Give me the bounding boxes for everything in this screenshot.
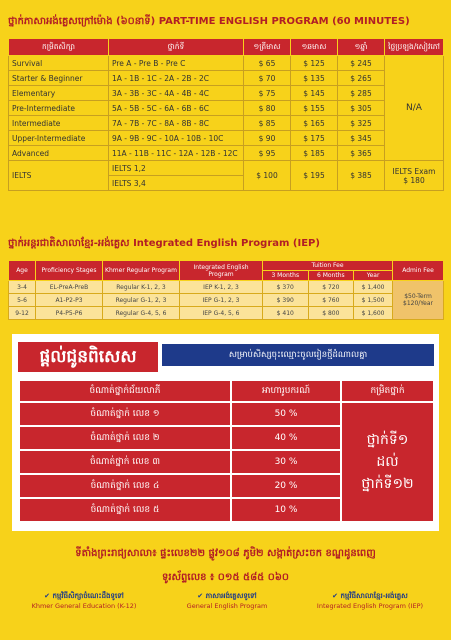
cell-semester: $ 125 [291,56,338,71]
cell-grades: Pre A - Pre B - Pre C [109,56,244,71]
admin-term: $50-Term [404,293,432,300]
col-stage: Proficiency Stages [36,261,103,281]
cell-term: $ 80 [244,101,291,116]
cell-khmer: Regular K-1, 2, 3 [103,281,180,294]
badge-k12 [14,592,154,610]
cell-rank: ចំណាត់ថ្នាក់ លេខ ១ [19,402,231,426]
cell-pct: 20 % [231,474,341,498]
cell-rank: ចំណាត់ថ្នាក់ លេខ ៤ [19,474,231,498]
badge-kh: កម្មវិធីសិក្សាចំណេះដឹងទូទៅ [52,592,124,600]
cell-semester: $ 195 [291,161,338,191]
cell-stage: EL-PreA-PreB [36,281,103,294]
cell-3months: $ 370 [263,281,309,294]
cell-stage: A1-P2-P3 [36,294,103,307]
program-badges [14,592,440,610]
cell-3months: $ 390 [263,294,309,307]
table-row [9,101,444,116]
table-row [9,71,444,86]
table-header-row [9,39,444,56]
iep-title [8,236,320,251]
cell-year: $ 345 [338,131,385,146]
cell-pct: 40 % [231,426,341,450]
cell-year: $ 325 [338,116,385,131]
badge-en: Khmer General Education (K-12) [31,602,137,610]
cell-3months: $ 410 [263,307,309,320]
cell-age: 5-6 [9,294,36,307]
table-row [9,307,444,320]
badge-general-english [157,592,297,610]
col-level: កម្រិតសិក្សា [9,39,109,56]
cell-grades: IELTS 1,2 [109,161,244,176]
promo-banner: សម្រាប់សិស្សចុះឈ្មោះចូលរៀនថ្មីដំណាលគ្នា [162,344,434,366]
part-time-title-kh: ថ្នាក់ភាសាអង់គ្លេសក្រៅម៉ោង (៦០នាទី) [8,16,156,27]
table-row [9,86,444,101]
cell-semester: $ 175 [291,131,338,146]
grade-to: ថ្នាក់ទី១២ [361,476,414,492]
cell-year: $ 1,600 [354,307,393,320]
check-icon: ✔ [197,592,204,600]
cell-level: Upper-Intermediate [9,131,109,146]
table-row [9,116,444,131]
cell-term: $ 90 [244,131,291,146]
cell-year: $ 365 [338,146,385,161]
col-age: Age [9,261,36,281]
ielts-exam-fee: $ 180 [403,175,425,185]
cell-level: Advanced [9,146,109,161]
cell-term: $ 100 [244,161,291,191]
cell-6months: $ 760 [308,294,354,307]
scholarship-panel [12,334,439,531]
cell-grades: 11A - 11B - 11C - 12A - 12B - 12C [109,146,244,161]
cell-grades: 1A - 1B - 1C - 2A - 2B - 2C [109,71,244,86]
badge-en: General English Program [186,602,268,610]
cell-grades: 5A - 5B - 5C - 6A - 6B - 6C [109,101,244,116]
col-admin: Admin Fee [393,261,444,281]
check-icon: ✔ [332,592,339,600]
col-scholarship: អាហារូបករណ៍ [231,380,341,402]
cell-term: $ 70 [244,71,291,86]
col-semester: ១ឆមាស [291,39,338,56]
table-row [9,146,444,161]
col-iep: Integrated English Program [180,261,263,281]
cell-level: IELTS [9,161,109,191]
cell-pct: 30 % [231,450,341,474]
cell-6months: $ 800 [308,307,354,320]
col-fee: ថ្លៃប្រឡង/សៀវភៅ [385,39,444,56]
cell-grades: 7A - 7B - 7C - 8A - 8B - 8C [109,116,244,131]
table-header-row [9,261,444,271]
cell-semester: $ 135 [291,71,338,86]
cell-grade-range [341,402,434,522]
special-offer-label: ផ្តល់ជូនពិសេស [18,342,158,372]
cell-level: Starter & Beginner [9,71,109,86]
cell-level: Elementary [9,86,109,101]
cell-year: $ 1,400 [354,281,393,294]
cell-age: 9-12 [9,307,36,320]
cell-khmer: Regular G-4, 5, 6 [103,307,180,320]
col-year: ១ឆ្នាំ [338,39,385,56]
cell-semester: $ 155 [291,101,338,116]
iep-table [8,260,444,320]
grade-to-word: ដល់ [376,454,399,470]
cell-year: $ 305 [338,101,385,116]
cell-year: $ 385 [338,161,385,191]
cell-level: Intermediate [9,116,109,131]
scholarship-table [18,379,435,523]
cell-semester: $ 185 [291,146,338,161]
phone-line: ទូរស័ព្ទលេខ ៖ ០១៥ ៥៨៥ ០៦០ [162,572,289,583]
part-time-title-en: PART-TIME ENGLISH PROGRAM (60 MINUTES) [158,16,410,27]
col-grades: ថ្នាក់ទី [109,39,244,56]
badge-en: Integrated English Program (IEP) [316,602,424,610]
cell-year: $ 285 [338,86,385,101]
cell-khmer: Regular G-1, 2, 3 [103,294,180,307]
part-time-table [8,38,444,191]
table-row [9,131,444,146]
cell-semester: $ 165 [291,116,338,131]
badge-kh: ភាសាអង់គ្លេសទូទៅ [205,592,257,600]
badge-iep [300,592,440,610]
table-row [19,402,434,426]
check-icon: ✔ [44,592,51,600]
cell-level: Pre-Intermediate [9,101,109,116]
badge-kh: កម្មវិធីសាលាខ្មែរ-អង់គ្លេស [340,592,408,600]
cell-6months: $ 720 [308,281,354,294]
cell-year: $ 245 [338,56,385,71]
cell-iep: IEP G-1, 2, 3 [180,294,263,307]
cell-ielts-fee [385,161,444,191]
cell-rank: ចំណាត់ថ្នាក់ លេខ ៣ [19,450,231,474]
col-3months: 3 Months [263,271,309,281]
cell-term: $ 65 [244,56,291,71]
cell-term: $ 75 [244,86,291,101]
cell-grades: 9A - 9B - 9C - 10A - 10B - 10C [109,131,244,146]
table-row [9,281,444,294]
cell-grades: 3A - 3B - 3C - 4A - 4B - 4C [109,86,244,101]
col-6months: 6 Months [308,271,354,281]
cell-rank: ចំណាត់ថ្នាក់ លេខ ២ [19,426,231,450]
table-header-row [19,380,434,402]
grade-from: ថ្នាក់ទី១ [366,432,409,448]
col-khmer: Khmer Regular Program [103,261,180,281]
part-time-title [8,14,410,29]
col-term: ១ត្រីមាស [244,39,291,56]
iep-title-en: Integrated English Program (IEP) [133,238,320,249]
cell-pct: 10 % [231,498,341,522]
cell-iep: IEP K-1, 2, 3 [180,281,263,294]
table-row [9,56,444,71]
cell-na: N/A [385,56,444,161]
cell-stage: P4-P5-P6 [36,307,103,320]
cell-semester: $ 145 [291,86,338,101]
col-rank: ចំណាត់ថ្នាក់ជ័យលាភី [19,380,231,402]
cell-grades: IELTS 3,4 [109,176,244,191]
col-grade-level: កម្រិតថ្នាក់ [341,380,434,402]
table-row-ielts [9,161,444,176]
col-year: Year [354,271,393,281]
cell-pct: 50 % [231,402,341,426]
cell-term: $ 95 [244,146,291,161]
cell-age: 3-4 [9,281,36,294]
col-tuition: Tuition Fee [263,261,393,271]
iep-title-kh: ថ្នាក់អន្តរជាតិសាលាខ្មែរ-អង់គ្លេស [8,238,130,249]
cell-term: $ 85 [244,116,291,131]
admin-year: $120/Year [403,300,433,307]
table-row [9,294,444,307]
cell-rank: ចំណាត់ថ្នាក់ លេខ ៥ [19,498,231,522]
cell-year: $ 1,500 [354,294,393,307]
cell-level: Survival [9,56,109,71]
cell-admin [393,281,444,320]
cell-year: $ 265 [338,71,385,86]
address-line: ទីតាំងព្រះរាជ្យសាលា៖ ផ្ទះលេខ២២ ផ្លូវ១០៨ ភូមិ២ សង្កាត់ស្រះចក ខណ្ឌដូនពេញ [75,548,376,559]
ielts-exam-label: IELTS Exam [392,166,436,176]
cell-iep: IEP G-4, 5, 6 [180,307,263,320]
